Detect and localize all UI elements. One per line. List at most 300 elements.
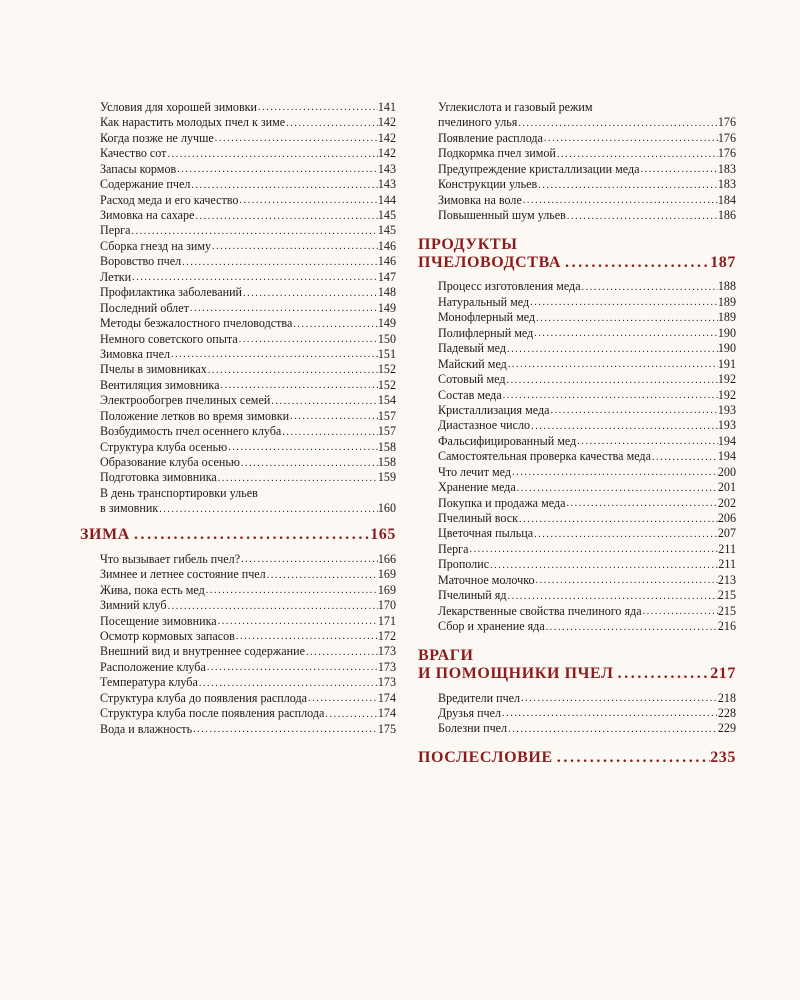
toc-entry-title: Повышенный шум ульев xyxy=(438,208,566,223)
toc-page-number: 184 xyxy=(717,192,736,207)
leader-dots xyxy=(489,558,718,573)
toc-entry[interactable] xyxy=(100,706,396,721)
section-heading-winter[interactable] xyxy=(80,526,396,544)
toc-page-number: 154 xyxy=(377,393,396,408)
toc-entry[interactable] xyxy=(438,310,736,325)
leader-dots xyxy=(217,471,378,486)
toc-entry-title: Пчелиный воск xyxy=(438,511,519,526)
leader-dots xyxy=(507,722,718,737)
toc-entry[interactable] xyxy=(100,614,396,629)
toc-page-number: 201 xyxy=(717,480,736,495)
toc-page-number: 176 xyxy=(717,115,736,130)
toc-entry[interactable] xyxy=(100,552,396,567)
toc-entry-title: Перга xyxy=(100,223,131,238)
toc-entry[interactable] xyxy=(100,131,396,146)
toc-page-number: 169 xyxy=(377,582,396,597)
toc-page-number: 174 xyxy=(377,706,396,721)
leader-dots xyxy=(502,388,718,403)
toc-page-number: 146 xyxy=(377,254,396,269)
toc-page-number: 144 xyxy=(377,192,396,207)
toc-entry[interactable] xyxy=(100,301,396,316)
toc-entry[interactable] xyxy=(100,440,396,455)
toc-entry[interactable] xyxy=(100,675,396,690)
section-page-number: 165 xyxy=(370,525,396,543)
section-title-line2: И ПОМОЩНИКИ ПЧЕЛ xyxy=(418,664,614,682)
toc-entry-title: Условия для хорошей зимовки xyxy=(100,100,258,114)
toc-entry[interactable] xyxy=(100,629,396,644)
toc-page-number: 194 xyxy=(717,449,736,464)
toc-list xyxy=(438,691,736,737)
toc-entry-title: Хранение меда xyxy=(438,480,516,495)
toc-page-number: 200 xyxy=(717,464,736,479)
leader-dots xyxy=(549,403,717,418)
leader-dots xyxy=(219,378,377,393)
toc-entry-title: Маточное молочко xyxy=(438,572,535,587)
leader-dots xyxy=(533,326,718,341)
toc-entry-title: Полифлерный мед xyxy=(438,325,534,340)
toc-entry-title: Профилактика заболеваний xyxy=(100,285,243,300)
toc-entry-title-line2: в зимовник xyxy=(100,501,159,516)
toc-entry-title: Как нарастить молодых пчел к зиме xyxy=(100,115,286,130)
toc-page-number: 158 xyxy=(377,455,396,470)
toc-entry[interactable] xyxy=(438,721,736,736)
toc-entry-title: Запасы кормов xyxy=(100,161,177,176)
toc-entry-title: Пчелиный яд xyxy=(438,588,507,603)
toc-page-number: 183 xyxy=(717,161,736,176)
toc-entry[interactable] xyxy=(100,567,396,582)
leader-dots xyxy=(305,645,378,660)
toc-entry-title: Зимний клуб xyxy=(100,598,167,613)
leader-dots xyxy=(553,749,710,767)
toc-page-number: 151 xyxy=(377,347,396,361)
toc-entry-title-line1: В день транспортировки ульев xyxy=(100,485,258,500)
toc-page-number: 159 xyxy=(377,470,396,485)
toc-entry[interactable] xyxy=(438,280,736,295)
leader-dots xyxy=(158,502,378,517)
toc-entry[interactable] xyxy=(438,403,736,418)
toc-page-number: 228 xyxy=(717,706,736,720)
toc-entry[interactable] xyxy=(100,722,396,737)
toc-entry[interactable] xyxy=(100,162,396,177)
leader-dots xyxy=(238,332,378,347)
toc-entry-title: Монофлерный мед xyxy=(438,310,536,325)
toc-page-number: 211 xyxy=(718,541,736,556)
toc-entry-title: Структура клуба осенью xyxy=(100,439,228,454)
toc-page-number: 166 xyxy=(377,551,396,566)
toc-page-number: 206 xyxy=(717,511,736,526)
toc-entry[interactable] xyxy=(100,486,396,517)
section-page-number: 235 xyxy=(710,748,736,766)
toc-entry-title: Зимнее и летнее состояние пчел xyxy=(100,567,266,582)
toc-entry-title: Конструкции ульев xyxy=(438,177,538,192)
leader-dots xyxy=(238,193,377,208)
leader-dots xyxy=(207,363,378,378)
toc-page-number: 213 xyxy=(717,572,736,587)
toc-entry[interactable] xyxy=(438,341,736,356)
toc-page-number: 190 xyxy=(717,325,736,340)
toc-entry-title: Зимовка на воле xyxy=(438,192,522,207)
section-heading-afterword[interactable] xyxy=(418,749,736,767)
toc-page-number: 145 xyxy=(377,208,396,223)
toc-entry[interactable] xyxy=(100,177,396,192)
leader-dots xyxy=(506,342,718,357)
toc-entry[interactable] xyxy=(100,316,396,331)
toc-entry[interactable] xyxy=(100,193,396,208)
toc-page-number: 215 xyxy=(717,603,736,618)
toc-entry[interactable] xyxy=(438,496,736,511)
toc-page-number: 145 xyxy=(377,223,396,238)
toc-entry[interactable] xyxy=(438,604,736,619)
toc-entry[interactable] xyxy=(100,598,396,613)
leader-dots xyxy=(561,254,710,272)
leader-dots xyxy=(537,178,718,193)
leader-dots xyxy=(522,193,718,208)
toc-entry[interactable] xyxy=(100,424,396,439)
leader-dots xyxy=(257,100,378,115)
toc-page-number: 170 xyxy=(377,598,396,613)
leader-dots xyxy=(576,434,718,449)
toc-entry[interactable] xyxy=(100,239,396,254)
leader-dots xyxy=(170,347,378,362)
toc-list xyxy=(438,280,736,635)
leader-dots xyxy=(556,147,718,162)
leader-dots xyxy=(505,373,717,388)
toc-entry[interactable] xyxy=(100,471,396,486)
leader-dots xyxy=(517,116,718,131)
section-title-line1: ПРОДУКТЫ xyxy=(418,235,518,253)
toc-entry-title: Пчелы в зимовниках xyxy=(100,362,207,377)
toc-page-number: 173 xyxy=(377,644,396,659)
toc-entry[interactable] xyxy=(100,208,396,223)
toc-entry-title: Температура клуба xyxy=(100,675,198,690)
toc-entry-title: Фальсифицированный мед xyxy=(438,433,577,448)
leader-dots xyxy=(211,239,378,254)
toc-entry[interactable] xyxy=(100,254,396,269)
leader-dots xyxy=(181,255,378,270)
toc-entry[interactable] xyxy=(438,449,736,464)
leader-dots xyxy=(307,691,378,706)
leader-dots xyxy=(130,526,370,544)
toc-entry[interactable] xyxy=(438,131,736,146)
leader-dots xyxy=(543,131,718,146)
toc-entry-title: Качество сот xyxy=(100,146,167,161)
toc-entry-title: Вентиляция зимовника xyxy=(100,377,220,392)
toc-entry-title: Электрообогрев пчелиных семей xyxy=(100,393,271,408)
toc-page-number: 202 xyxy=(717,495,736,510)
leader-dots xyxy=(511,465,718,480)
toc-entry[interactable] xyxy=(438,557,736,572)
leader-dots xyxy=(285,116,378,131)
toc-entry-title: Зимовка пчел xyxy=(100,347,170,361)
toc-entry-title: Воровство пчел xyxy=(100,254,182,269)
toc-entry-title: Вода и влажность xyxy=(100,721,193,736)
toc-entry-title: Сбор и хранение яда xyxy=(438,619,545,634)
toc-entry-title: Расположение клуба xyxy=(100,659,206,674)
leader-dots xyxy=(545,620,718,635)
toc-page-number: 157 xyxy=(377,408,396,423)
toc-entry-title: Вредители пчел xyxy=(438,690,521,705)
section-heading-enemies-and-helpers[interactable] xyxy=(418,647,736,683)
toc-entry[interactable] xyxy=(100,393,396,408)
toc-entry[interactable] xyxy=(438,326,736,341)
leader-dots xyxy=(242,286,378,301)
leader-dots xyxy=(581,280,718,295)
toc-page-number: 183 xyxy=(717,177,736,192)
toc-entry-title: Натуральный мед xyxy=(438,294,530,309)
toc-entry-title: Что вызывает гибель пчел? xyxy=(100,551,241,566)
leader-dots xyxy=(214,131,378,146)
toc-entry[interactable] xyxy=(100,362,396,377)
toc-entry[interactable] xyxy=(100,660,396,675)
toc-entry-title: Подготовка зимовника xyxy=(100,470,217,485)
toc-page-number: 142 xyxy=(377,146,396,161)
toc-page-number: 152 xyxy=(377,377,396,392)
leader-dots xyxy=(507,357,718,372)
leader-dots xyxy=(167,599,378,614)
toc-page-number: 173 xyxy=(377,675,396,690)
toc-entry-title: Что лечит мед xyxy=(438,464,512,479)
leader-dots xyxy=(535,573,718,588)
leader-dots xyxy=(166,147,377,162)
toc-entry-title: Предупреждение кристаллизации меда xyxy=(438,161,640,176)
toc-page-number: 229 xyxy=(717,721,736,736)
leader-dots xyxy=(566,209,718,224)
leader-dots xyxy=(270,394,378,409)
toc-entry[interactable] xyxy=(100,347,396,362)
toc-entry-title: Процесс изготовления меда xyxy=(438,279,581,294)
toc-page-number: 175 xyxy=(377,721,396,736)
toc-page-number: 150 xyxy=(377,331,396,346)
toc-entry[interactable] xyxy=(100,583,396,598)
toc-entry-title: Болезни пчел xyxy=(438,721,508,736)
leader-dots xyxy=(529,295,718,310)
toc-entry[interactable] xyxy=(438,588,736,603)
toc-column-right xyxy=(418,100,736,767)
toc-entry-title: Покупка и продажа меда xyxy=(438,495,566,510)
toc-entry[interactable] xyxy=(438,100,736,131)
toc-entry[interactable] xyxy=(438,527,736,542)
toc-entry[interactable] xyxy=(100,378,396,393)
leader-dots xyxy=(206,660,378,675)
toc-entry[interactable] xyxy=(100,146,396,161)
toc-entry-title: Структура клуба до появления расплода xyxy=(100,690,308,705)
toc-entry[interactable] xyxy=(100,285,396,300)
toc-entry-title: Лекарственные свойства пчелиного яда xyxy=(438,603,642,618)
toc-page-number: 171 xyxy=(377,613,396,628)
toc-entry-title: Самостоятельная проверка качества меда xyxy=(438,449,651,464)
toc-entry-title: Летки xyxy=(100,269,132,284)
leader-dots xyxy=(507,589,718,604)
leader-dots xyxy=(518,512,718,527)
toc-page-number: 176 xyxy=(717,146,736,161)
toc-entry-title: Зимовка на сахаре xyxy=(100,208,195,223)
leader-dots xyxy=(227,440,378,455)
leader-dots xyxy=(520,691,718,706)
toc-entry[interactable] xyxy=(438,208,736,223)
toc-page-number: 160 xyxy=(377,501,396,516)
section-title-line2: ПЧЕЛОВОДСТВА xyxy=(418,253,561,271)
toc-page-number: 193 xyxy=(717,418,736,433)
toc-entry[interactable] xyxy=(100,691,396,706)
toc-entry[interactable] xyxy=(438,706,736,721)
leader-dots xyxy=(190,178,378,193)
leader-dots xyxy=(614,665,711,683)
toc-entry[interactable] xyxy=(438,146,736,161)
leader-dots xyxy=(530,419,718,434)
leader-dots xyxy=(194,209,377,224)
toc-entry-title: Немного советского опыта xyxy=(100,331,238,346)
toc-entry-title: Содержание пчел xyxy=(100,177,191,192)
toc-page-number: 189 xyxy=(717,294,736,309)
toc-entry[interactable] xyxy=(438,691,736,706)
toc-column-left xyxy=(80,100,396,737)
toc-entry-title: Состав меда xyxy=(438,387,502,402)
toc-entry-title: Появление расплода xyxy=(438,130,543,145)
toc-entry[interactable] xyxy=(438,193,736,208)
section-title-line1: ВРАГИ xyxy=(418,646,474,664)
toc-page-number: 191 xyxy=(717,356,736,371)
toc-entry-title: Возбудимость пчел осеннего клуба xyxy=(100,424,282,439)
toc-page-number: 211 xyxy=(718,557,736,572)
toc-entry[interactable] xyxy=(438,418,736,433)
toc-entry-title: Положение летков во время зимовки xyxy=(100,408,290,423)
toc-page-number: 146 xyxy=(377,238,396,253)
leader-dots xyxy=(642,604,718,619)
toc-list xyxy=(100,100,396,486)
toc-page-number: 142 xyxy=(377,115,396,130)
toc-page-number: 194 xyxy=(717,433,736,448)
toc-entry-title: Друзья пчел xyxy=(438,706,502,720)
toc-page-number: 216 xyxy=(717,619,736,634)
toc-entry[interactable] xyxy=(100,409,396,424)
toc-page-number: 157 xyxy=(377,424,396,439)
toc-entry-title: Жива, пока есть мед xyxy=(100,582,205,597)
toc-entry-title: Прополис xyxy=(438,557,490,572)
toc-entry[interactable] xyxy=(438,511,736,526)
toc-page-number: 192 xyxy=(717,387,736,402)
toc-entry[interactable] xyxy=(100,270,396,285)
toc-entry-title: Подкормка пчел зимой xyxy=(438,146,556,161)
toc-entry[interactable] xyxy=(438,388,736,403)
toc-entry[interactable] xyxy=(438,357,736,372)
toc-page-number: 188 xyxy=(717,279,736,294)
toc-page-number: 173 xyxy=(377,659,396,674)
toc-page-number: 158 xyxy=(377,439,396,454)
toc-entry-title: Цветочная пыльца xyxy=(438,526,534,541)
leader-dots xyxy=(324,707,377,722)
leader-dots xyxy=(189,301,378,316)
leader-dots xyxy=(217,614,378,629)
leader-dots xyxy=(205,583,378,598)
leader-dots xyxy=(131,270,378,285)
toc-entry-title: Методы безжалостного пчеловодства xyxy=(100,316,293,331)
toc-entry[interactable] xyxy=(100,115,396,130)
leader-dots xyxy=(281,425,378,440)
toc-page-number: 207 xyxy=(717,526,736,541)
toc-page-number: 172 xyxy=(377,629,396,643)
toc-entry[interactable] xyxy=(438,542,736,557)
toc-entry[interactable] xyxy=(438,177,736,192)
leader-dots xyxy=(292,317,378,332)
leader-dots xyxy=(240,552,378,567)
toc-entry[interactable] xyxy=(438,619,736,634)
toc-page-number: 186 xyxy=(717,208,736,223)
toc-entry-title: Диастазное число xyxy=(438,418,531,433)
leader-dots xyxy=(639,162,717,177)
toc-entry-title: Сотовый мед xyxy=(438,372,506,387)
toc-entry[interactable] xyxy=(438,162,736,177)
toc-entry-title: Перга xyxy=(438,541,469,556)
toc-page-number: 174 xyxy=(377,690,396,705)
toc-entry-title: Внешний вид и внутреннее содержание xyxy=(100,644,305,659)
toc-entry[interactable] xyxy=(100,100,396,115)
leader-dots xyxy=(240,456,378,471)
toc-page-number: 142 xyxy=(377,130,396,145)
toc-entry-title: Структура клуба после появления расплода xyxy=(100,706,325,721)
toc-entry[interactable] xyxy=(438,573,736,588)
toc-entry-title: Кристаллизация меда xyxy=(438,403,550,417)
toc-page-number: 190 xyxy=(717,341,736,356)
toc-page-number: 141 xyxy=(377,100,396,114)
section-title: ПОСЛЕСЛОВИЕ xyxy=(418,748,553,766)
toc-list xyxy=(100,552,396,737)
section-page-number: 187 xyxy=(710,253,736,271)
toc-page-number: 176 xyxy=(717,130,736,145)
toc-entry-title: Падевый мед xyxy=(438,341,506,356)
leader-dots xyxy=(468,542,718,557)
toc-page-number: 169 xyxy=(377,567,396,582)
toc-page-number: 149 xyxy=(377,300,396,315)
section-title: ЗИМА xyxy=(80,525,130,543)
toc-entry-title: Когда позже не лучше xyxy=(100,130,214,145)
toc-entry-title-line2: пчелиного улья xyxy=(438,115,518,130)
toc-entry-title: Расход меда и его качество xyxy=(100,192,239,207)
toc-entry[interactable] xyxy=(438,295,736,310)
toc-entry-title: Последний облет xyxy=(100,300,189,315)
leader-dots xyxy=(176,162,378,177)
toc-entry[interactable] xyxy=(438,465,736,480)
section-heading-bee-products[interactable] xyxy=(418,236,736,272)
leader-dots xyxy=(535,311,718,326)
toc-page-number: 192 xyxy=(717,372,736,387)
toc-page-number: 152 xyxy=(377,362,396,377)
toc-entry[interactable] xyxy=(438,434,736,449)
toc-entry[interactable] xyxy=(100,332,396,347)
toc-list xyxy=(438,131,736,224)
toc-page-number: 189 xyxy=(717,310,736,325)
toc-entry-title: Сборка гнезд на зиму xyxy=(100,238,212,253)
leader-dots xyxy=(192,722,378,737)
toc-entry[interactable] xyxy=(438,480,736,495)
leader-dots xyxy=(266,568,378,583)
leader-dots xyxy=(533,527,718,542)
leader-dots xyxy=(651,450,718,465)
toc-entry[interactable] xyxy=(438,372,736,387)
toc-entry-title: Посещение зимовника xyxy=(100,613,217,628)
leader-dots xyxy=(130,224,377,239)
toc-entry[interactable] xyxy=(100,455,396,470)
toc-page-number: 147 xyxy=(377,269,396,284)
toc-page-number: 143 xyxy=(377,177,396,192)
toc-page-number: 193 xyxy=(717,403,736,417)
leader-dots xyxy=(198,676,378,691)
toc-entry[interactable] xyxy=(100,644,396,659)
toc-entry[interactable] xyxy=(100,224,396,239)
leader-dots xyxy=(565,496,717,511)
toc-page-number: 215 xyxy=(717,588,736,603)
toc-entry-title: Осмотр кормовых запасов xyxy=(100,629,235,643)
toc-page-number: 218 xyxy=(717,690,736,705)
